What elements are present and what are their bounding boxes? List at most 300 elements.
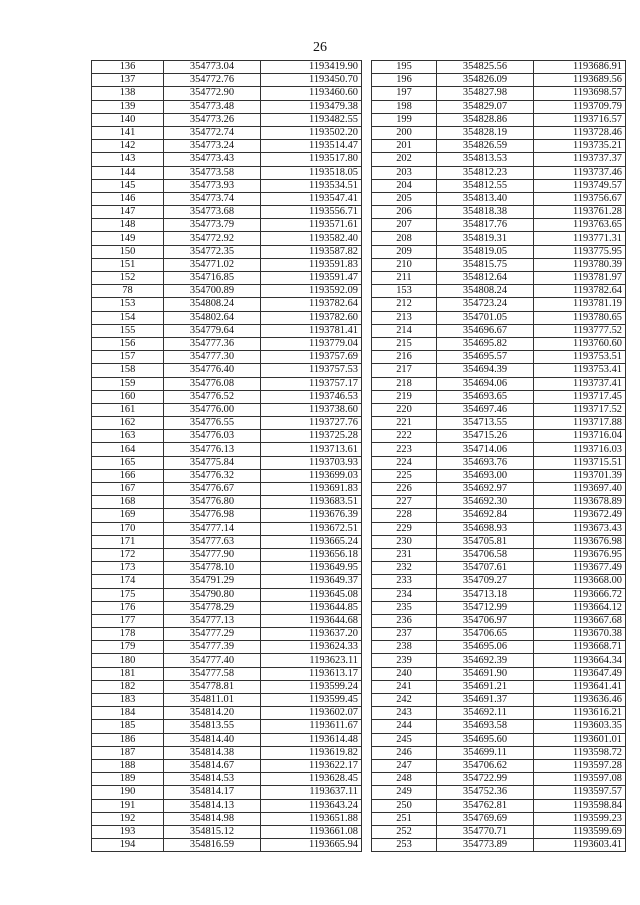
- x-coordinate-cell: 354692.39: [437, 654, 534, 667]
- table-row: [92, 707, 362, 720]
- y-coordinate-cell: 1193701.39: [534, 469, 626, 482]
- x-coordinate-cell: 354777.40: [164, 654, 261, 667]
- point-number-cell: 150: [92, 245, 164, 258]
- point-number-cell: 157: [92, 351, 164, 364]
- x-coordinate-cell: 354692.84: [437, 509, 534, 522]
- x-coordinate-cell: 354776.67: [164, 483, 261, 496]
- y-coordinate-cell: 1193771.31: [534, 232, 626, 245]
- y-coordinate-cell: 1193672.49: [534, 509, 626, 522]
- table-row: [372, 351, 626, 364]
- table-row: [372, 667, 626, 680]
- x-coordinate-cell: 354773.58: [164, 166, 261, 179]
- y-coordinate-cell: 1193556.71: [261, 206, 362, 219]
- table-row: [92, 153, 362, 166]
- point-number-cell: 163: [92, 430, 164, 443]
- table-row: [92, 324, 362, 337]
- table-row: [372, 153, 626, 166]
- table-row: [92, 812, 362, 825]
- x-coordinate-cell: 354699.11: [437, 746, 534, 759]
- table-row: [372, 535, 626, 548]
- table-row: [372, 126, 626, 139]
- y-coordinate-cell: 1193651.88: [261, 812, 362, 825]
- point-number-cell: 193: [92, 825, 164, 838]
- y-coordinate-cell: 1193419.90: [261, 61, 362, 74]
- table-row: [92, 390, 362, 403]
- point-number-cell: 191: [92, 799, 164, 812]
- point-number-cell: 230: [372, 535, 437, 548]
- y-coordinate-cell: 1193603.35: [534, 720, 626, 733]
- y-coordinate-cell: 1193591.47: [261, 272, 362, 285]
- y-coordinate-cell: 1193716.57: [534, 113, 626, 126]
- x-coordinate-cell: 354769.69: [437, 812, 534, 825]
- point-number-cell: 250: [372, 799, 437, 812]
- table-row: [92, 351, 362, 364]
- x-coordinate-cell: 354752.36: [437, 786, 534, 799]
- y-coordinate-cell: 1193737.37: [534, 153, 626, 166]
- y-coordinate-cell: 1193517.80: [261, 153, 362, 166]
- point-number-cell: 194: [92, 839, 164, 852]
- y-coordinate-cell: 1193737.46: [534, 166, 626, 179]
- y-coordinate-cell: 1193716.03: [534, 443, 626, 456]
- x-coordinate-cell: 354723.24: [437, 298, 534, 311]
- table-row: [372, 298, 626, 311]
- point-number-cell: 149: [92, 232, 164, 245]
- point-number-cell: 167: [92, 483, 164, 496]
- y-coordinate-cell: 1193779.04: [261, 337, 362, 350]
- table-row: [372, 522, 626, 535]
- point-number-cell: 210: [372, 258, 437, 271]
- point-number-cell: 208: [372, 232, 437, 245]
- x-coordinate-cell: 354695.60: [437, 733, 534, 746]
- table-row: [372, 707, 626, 720]
- y-coordinate-cell: 1193673.43: [534, 522, 626, 535]
- table-row: [92, 100, 362, 113]
- x-coordinate-cell: 354716.85: [164, 272, 261, 285]
- y-coordinate-cell: 1193664.34: [534, 654, 626, 667]
- x-coordinate-cell: 354773.74: [164, 192, 261, 205]
- x-coordinate-cell: 354722.99: [437, 773, 534, 786]
- x-coordinate-cell: 354819.31: [437, 232, 534, 245]
- x-coordinate-cell: 354695.57: [437, 351, 534, 364]
- y-coordinate-cell: 1193643.24: [261, 799, 362, 812]
- table-row: [92, 311, 362, 324]
- x-coordinate-cell: 354713.55: [437, 417, 534, 430]
- table-row: [92, 417, 362, 430]
- y-coordinate-cell: 1193645.08: [261, 588, 362, 601]
- x-coordinate-cell: 354776.00: [164, 403, 261, 416]
- point-number-cell: 147: [92, 206, 164, 219]
- point-number-cell: 141: [92, 126, 164, 139]
- y-coordinate-cell: 1193676.95: [534, 548, 626, 561]
- y-coordinate-cell: 1193756.67: [534, 192, 626, 205]
- point-number-cell: 153: [92, 298, 164, 311]
- table-row: [92, 839, 362, 852]
- point-number-cell: 214: [372, 324, 437, 337]
- point-number-cell: 178: [92, 628, 164, 641]
- point-number-cell: 184: [92, 707, 164, 720]
- table-row: [92, 825, 362, 838]
- x-coordinate-cell: 354772.76: [164, 74, 261, 87]
- y-coordinate-cell: 1193760.60: [534, 337, 626, 350]
- y-coordinate-cell: 1193502.20: [261, 126, 362, 139]
- x-coordinate-cell: 354694.39: [437, 364, 534, 377]
- point-number-cell: 231: [372, 548, 437, 561]
- x-coordinate-cell: 354776.80: [164, 496, 261, 509]
- x-coordinate-cell: 354706.97: [437, 614, 534, 627]
- y-coordinate-cell: 1193749.57: [534, 179, 626, 192]
- x-coordinate-cell: 354816.59: [164, 839, 261, 852]
- x-coordinate-cell: 354815.12: [164, 825, 261, 838]
- point-number-cell: 225: [372, 469, 437, 482]
- y-coordinate-cell: 1193649.95: [261, 562, 362, 575]
- y-coordinate-cell: 1193725.28: [261, 430, 362, 443]
- point-number-cell: 215: [372, 337, 437, 350]
- table-row: [372, 680, 626, 693]
- table-row: [372, 87, 626, 100]
- table-row: [92, 628, 362, 641]
- point-number-cell: 240: [372, 667, 437, 680]
- point-number-cell: 253: [372, 839, 437, 852]
- x-coordinate-cell: 354691.21: [437, 680, 534, 693]
- y-coordinate-cell: 1193698.57: [534, 87, 626, 100]
- point-number-cell: 165: [92, 456, 164, 469]
- y-coordinate-cell: 1193599.23: [534, 812, 626, 825]
- table-row: [92, 759, 362, 772]
- point-number-cell: 252: [372, 825, 437, 838]
- point-number-cell: 140: [92, 113, 164, 126]
- table-row: [92, 641, 362, 654]
- y-coordinate-cell: 1193782.60: [261, 311, 362, 324]
- x-coordinate-cell: 354693.76: [437, 456, 534, 469]
- x-coordinate-cell: 354692.30: [437, 496, 534, 509]
- y-coordinate-cell: 1193619.82: [261, 746, 362, 759]
- point-number-cell: 232: [372, 562, 437, 575]
- x-coordinate-cell: 354829.07: [437, 100, 534, 113]
- y-coordinate-cell: 1193597.28: [534, 759, 626, 772]
- x-coordinate-cell: 354773.93: [164, 179, 261, 192]
- y-coordinate-cell: 1193613.17: [261, 667, 362, 680]
- x-coordinate-cell: 354813.40: [437, 192, 534, 205]
- x-coordinate-cell: 354776.40: [164, 364, 261, 377]
- point-number-cell: 177: [92, 614, 164, 627]
- point-number-cell: 160: [92, 390, 164, 403]
- table-row: [92, 733, 362, 746]
- y-coordinate-cell: 1193678.89: [534, 496, 626, 509]
- point-number-cell: 142: [92, 140, 164, 153]
- x-coordinate-cell: 354772.92: [164, 232, 261, 245]
- table-row: [92, 535, 362, 548]
- table-row: [92, 337, 362, 350]
- y-coordinate-cell: 1193665.94: [261, 839, 362, 852]
- x-coordinate-cell: 354825.56: [437, 61, 534, 74]
- table-row: [92, 694, 362, 707]
- x-coordinate-cell: 354695.06: [437, 641, 534, 654]
- point-number-cell: 233: [372, 575, 437, 588]
- point-number-cell: 203: [372, 166, 437, 179]
- point-number-cell: 198: [372, 100, 437, 113]
- y-coordinate-cell: 1193598.84: [534, 799, 626, 812]
- table-row: [92, 799, 362, 812]
- table-row: [92, 206, 362, 219]
- x-coordinate-cell: 354773.04: [164, 61, 261, 74]
- x-coordinate-cell: 354776.32: [164, 469, 261, 482]
- table-row: [92, 786, 362, 799]
- y-coordinate-cell: 1193450.70: [261, 74, 362, 87]
- point-number-cell: 204: [372, 179, 437, 192]
- y-coordinate-cell: 1193599.69: [534, 825, 626, 838]
- x-coordinate-cell: 354697.46: [437, 403, 534, 416]
- y-coordinate-cell: 1193666.72: [534, 588, 626, 601]
- x-coordinate-cell: 354777.58: [164, 667, 261, 680]
- point-number-cell: 161: [92, 403, 164, 416]
- y-coordinate-cell: 1193782.64: [261, 298, 362, 311]
- y-coordinate-cell: 1193599.45: [261, 694, 362, 707]
- point-number-cell: 182: [92, 680, 164, 693]
- table-row: [92, 720, 362, 733]
- x-coordinate-cell: 354712.99: [437, 601, 534, 614]
- coordinates-table-right: [371, 60, 626, 852]
- x-coordinate-cell: 354773.26: [164, 113, 261, 126]
- table-row: [372, 61, 626, 74]
- y-coordinate-cell: 1193637.20: [261, 628, 362, 641]
- point-number-cell: 174: [92, 575, 164, 588]
- x-coordinate-cell: 354770.71: [437, 825, 534, 838]
- x-coordinate-cell: 354709.27: [437, 575, 534, 588]
- table-row: [92, 74, 362, 87]
- y-coordinate-cell: 1193637.11: [261, 786, 362, 799]
- x-coordinate-cell: 354776.03: [164, 430, 261, 443]
- x-coordinate-cell: 354819.05: [437, 245, 534, 258]
- x-coordinate-cell: 354813.53: [437, 153, 534, 166]
- point-number-cell: 213: [372, 311, 437, 324]
- point-number-cell: 241: [372, 680, 437, 693]
- point-number-cell: 227: [372, 496, 437, 509]
- y-coordinate-cell: 1193665.24: [261, 535, 362, 548]
- x-coordinate-cell: 354777.36: [164, 337, 261, 350]
- y-coordinate-cell: 1193482.55: [261, 113, 362, 126]
- x-coordinate-cell: 354776.98: [164, 509, 261, 522]
- point-number-cell: 154: [92, 311, 164, 324]
- x-coordinate-cell: 354693.65: [437, 390, 534, 403]
- y-coordinate-cell: 1193780.39: [534, 258, 626, 271]
- x-coordinate-cell: 354772.90: [164, 87, 261, 100]
- point-number-cell: 176: [92, 601, 164, 614]
- point-number-cell: 237: [372, 628, 437, 641]
- table-row: [372, 232, 626, 245]
- point-number-cell: 137: [92, 74, 164, 87]
- point-number-cell: 148: [92, 219, 164, 232]
- x-coordinate-cell: 354776.08: [164, 377, 261, 390]
- table-row: [92, 654, 362, 667]
- point-number-cell: 158: [92, 364, 164, 377]
- x-coordinate-cell: 354692.11: [437, 707, 534, 720]
- y-coordinate-cell: 1193761.28: [534, 206, 626, 219]
- y-coordinate-cell: 1193737.41: [534, 377, 626, 390]
- x-coordinate-cell: 354827.98: [437, 87, 534, 100]
- y-coordinate-cell: 1193670.38: [534, 628, 626, 641]
- y-coordinate-cell: 1193677.49: [534, 562, 626, 575]
- table-row: [372, 403, 626, 416]
- point-number-cell: 211: [372, 272, 437, 285]
- x-coordinate-cell: 354694.06: [437, 377, 534, 390]
- point-number-cell: 139: [92, 100, 164, 113]
- point-number-cell: 187: [92, 746, 164, 759]
- y-coordinate-cell: 1193753.51: [534, 351, 626, 364]
- x-coordinate-cell: 354802.64: [164, 311, 261, 324]
- point-number-cell: 183: [92, 694, 164, 707]
- table-row: [372, 733, 626, 746]
- point-number-cell: 200: [372, 126, 437, 139]
- x-coordinate-cell: 354773.79: [164, 219, 261, 232]
- point-number-cell: 239: [372, 654, 437, 667]
- table-row: [372, 839, 626, 852]
- y-coordinate-cell: 1193603.41: [534, 839, 626, 852]
- table-row: [372, 469, 626, 482]
- point-number-cell: 219: [372, 390, 437, 403]
- table-row: [372, 113, 626, 126]
- y-coordinate-cell: 1193735.21: [534, 140, 626, 153]
- x-coordinate-cell: 354814.40: [164, 733, 261, 746]
- table-row: [92, 285, 362, 298]
- point-number-cell: 221: [372, 417, 437, 430]
- point-number-cell: 205: [372, 192, 437, 205]
- x-coordinate-cell: 354790.80: [164, 588, 261, 601]
- x-coordinate-cell: 354771.02: [164, 258, 261, 271]
- point-number-cell: 206: [372, 206, 437, 219]
- table-row: [372, 562, 626, 575]
- table-row: [372, 773, 626, 786]
- table-row: [92, 773, 362, 786]
- table-row: [372, 430, 626, 443]
- point-number-cell: 202: [372, 153, 437, 166]
- x-coordinate-cell: 354772.74: [164, 126, 261, 139]
- point-number-cell: 249: [372, 786, 437, 799]
- y-coordinate-cell: 1193717.52: [534, 403, 626, 416]
- point-number-cell: 186: [92, 733, 164, 746]
- y-coordinate-cell: 1193686.91: [534, 61, 626, 74]
- y-coordinate-cell: 1193587.82: [261, 245, 362, 258]
- y-coordinate-cell: 1193713.61: [261, 443, 362, 456]
- x-coordinate-cell: 354808.24: [164, 298, 261, 311]
- point-number-cell: 145: [92, 179, 164, 192]
- x-coordinate-cell: 354700.89: [164, 285, 261, 298]
- y-coordinate-cell: 1193644.85: [261, 601, 362, 614]
- x-coordinate-cell: 354777.63: [164, 535, 261, 548]
- y-coordinate-cell: 1193709.79: [534, 100, 626, 113]
- x-coordinate-cell: 354814.53: [164, 773, 261, 786]
- point-number-cell: 144: [92, 166, 164, 179]
- point-number-cell: 216: [372, 351, 437, 364]
- table-row: [92, 377, 362, 390]
- table-row: [92, 746, 362, 759]
- point-number-cell: 151: [92, 258, 164, 271]
- y-coordinate-cell: 1193782.64: [534, 285, 626, 298]
- y-coordinate-cell: 1193676.98: [534, 535, 626, 548]
- table-row: [372, 825, 626, 838]
- table-row: [92, 113, 362, 126]
- y-coordinate-cell: 1193611.67: [261, 720, 362, 733]
- table-row: [92, 496, 362, 509]
- table-row: [372, 601, 626, 614]
- point-number-cell: 244: [372, 720, 437, 733]
- x-coordinate-cell: 354826.09: [437, 74, 534, 87]
- point-number-cell: 197: [372, 87, 437, 100]
- x-coordinate-cell: 354776.13: [164, 443, 261, 456]
- table-row: [372, 496, 626, 509]
- x-coordinate-cell: 354776.55: [164, 417, 261, 430]
- table-row: [372, 720, 626, 733]
- point-number-cell: 171: [92, 535, 164, 548]
- point-number-cell: 251: [372, 812, 437, 825]
- point-number-cell: 212: [372, 298, 437, 311]
- table-row: [92, 403, 362, 416]
- point-number-cell: 243: [372, 707, 437, 720]
- table-row: [92, 245, 362, 258]
- y-coordinate-cell: 1193757.53: [261, 364, 362, 377]
- x-coordinate-cell: 354826.59: [437, 140, 534, 153]
- y-coordinate-cell: 1193746.53: [261, 390, 362, 403]
- y-coordinate-cell: 1193602.07: [261, 707, 362, 720]
- table-row: [92, 298, 362, 311]
- x-coordinate-cell: 354773.24: [164, 140, 261, 153]
- point-number-cell: 248: [372, 773, 437, 786]
- x-coordinate-cell: 354777.13: [164, 614, 261, 627]
- point-number-cell: 175: [92, 588, 164, 601]
- table-row: [372, 548, 626, 561]
- x-coordinate-cell: 354705.81: [437, 535, 534, 548]
- x-coordinate-cell: 354814.38: [164, 746, 261, 759]
- x-coordinate-cell: 354777.14: [164, 522, 261, 535]
- page-number: 26: [313, 40, 327, 55]
- point-number-cell: 229: [372, 522, 437, 535]
- point-number-cell: 192: [92, 812, 164, 825]
- x-coordinate-cell: 354814.98: [164, 812, 261, 825]
- x-coordinate-cell: 354828.86: [437, 113, 534, 126]
- x-coordinate-cell: 354762.81: [437, 799, 534, 812]
- table-row: [372, 140, 626, 153]
- coordinates-table-left: [91, 60, 362, 852]
- x-coordinate-cell: 354714.06: [437, 443, 534, 456]
- table-row: [372, 337, 626, 350]
- y-coordinate-cell: 1193668.71: [534, 641, 626, 654]
- x-coordinate-cell: 354812.55: [437, 179, 534, 192]
- table-row: [92, 588, 362, 601]
- table-row: [372, 694, 626, 707]
- table-row: [92, 364, 362, 377]
- x-coordinate-cell: 354777.39: [164, 641, 261, 654]
- y-coordinate-cell: 1193601.01: [534, 733, 626, 746]
- table-row: [92, 443, 362, 456]
- point-number-cell: 207: [372, 219, 437, 232]
- y-coordinate-cell: 1193628.45: [261, 773, 362, 786]
- point-number-cell: 164: [92, 443, 164, 456]
- x-coordinate-cell: 354773.89: [437, 839, 534, 852]
- table-row: [92, 614, 362, 627]
- point-number-cell: 196: [372, 74, 437, 87]
- point-number-cell: 246: [372, 746, 437, 759]
- point-number-cell: 166: [92, 469, 164, 482]
- y-coordinate-cell: 1193664.12: [534, 601, 626, 614]
- table-row: [372, 483, 626, 496]
- table-row: [92, 232, 362, 245]
- x-coordinate-cell: 354811.01: [164, 694, 261, 707]
- table-row: [92, 272, 362, 285]
- table-row: [92, 258, 362, 271]
- table-row: [92, 509, 362, 522]
- point-number-cell: 143: [92, 153, 164, 166]
- table-row: [372, 324, 626, 337]
- point-number-cell: 78: [92, 285, 164, 298]
